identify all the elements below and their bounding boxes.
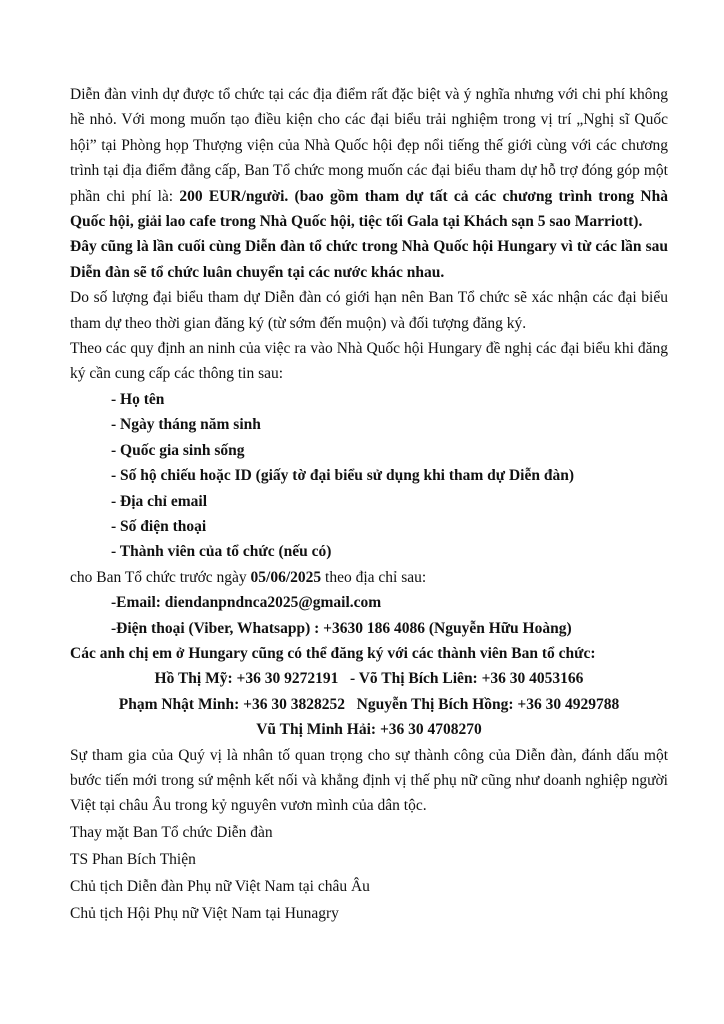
deadline-prefix: cho Ban Tổ chức trước ngày <box>70 568 251 586</box>
hungary-heading: Các anh chị em ở Hungary cũng có thể đăng ký với các thành viên Ban tổ chức: <box>70 644 596 662</box>
deadline-line <box>70 565 668 590</box>
paragraph-venue-fee <box>70 82 668 234</box>
contact-row: Phạm Nhật Minh: +36 30 3828252 Nguyễn Thị Bích Hồng: +36 30 4929788 <box>118 695 620 713</box>
contact-row: Vũ Thị Minh Hải: +36 30 4708270 <box>256 721 482 739</box>
paragraph-security: Theo các quy định an ninh của việc ra vào Nhà Quốc hội Hungary đề nghị các đại biểu khi đăng ký cần cung cấp các thông tin sau: <box>70 340 668 383</box>
phone-line: -Điện thoại (Viber, Whatsapp) : +3630 186 4086 (Nguyễn Hữu Hoàng) <box>111 619 572 637</box>
signature-block <box>70 819 668 927</box>
deadline-date: 05/06/2025 <box>250 568 322 586</box>
signer-title: Chủ tịch Diễn đàn Phụ nữ Việt Nam tại châu Âu <box>70 877 370 895</box>
contact-row: Hồ Thị Mỹ: +36 30 9272191 - Võ Thị Bích Liên: +36 30 4053166 <box>154 670 584 688</box>
signer-name: TS Phan Bích Thiện <box>70 850 196 868</box>
signature-line: Thay mặt Ban Tổ chức Diễn đàn <box>70 823 273 841</box>
deadline-suffix: theo địa chỉ sau: <box>321 568 427 586</box>
venue-intro-text: Diễn đàn vinh dự được tổ chức tại các địa điểm rất đặc biệt và ý nghĩa nhưng với chi phí không hề nhỏ. Với mong muốn tạo điều kiện cho các đại biểu trải nghiệm trong vị trí „Nghị sĩ Quốc hội” tại Phòng họp Thượng viện của Nhà Quốc hội đẹp nổi tiếng thế giới cùng với các chương trình tại địa điểm đẳng cấp, Ban Tổ chức mong muốn các đại biểu tham dự hỗ trợ đóng góp một phần chi phí là: <box>70 86 668 205</box>
list-item: - Thành viên của tổ chức (nếu có) <box>111 543 332 561</box>
paragraph-last-time: Đây cũng là lần cuối cùng Diễn đàn tổ chức trong Nhà Quốc hội Hungary vì từ các lần sau Diễn đàn sẽ tổ chức luân chuyển tại các nước khác nhau. <box>70 238 668 281</box>
paragraph-limited-seats: Do số lượng đại biểu tham dự Diễn đàn có giới hạn nên Ban Tổ chức sẽ xác nhận các đại biểu tham dự theo thời gian đăng ký (từ sớm đến muộn) và đối tượng đăng ký. <box>70 289 668 332</box>
closing-paragraph: Sự tham gia của Quý vị là nhân tố quan trọng cho sự thành công của Diễn đàn, đánh dấu một bước tiến mới trong sứ mệnh kết nối và khẳng định vị thế phụ nữ cũng như doanh nghiệp người Việt tại châu Âu trong kỷ nguyên vươn mình của dân tộc. <box>70 746 668 815</box>
email-line: -Email: diendanpndnca2025@gmail.com <box>111 594 382 612</box>
list-item: - Họ tên <box>111 390 165 408</box>
signer-title: Chủ tịch Hội Phụ nữ Việt Nam tại Hunagry <box>70 904 339 922</box>
list-item: - Địa chỉ email <box>111 492 207 510</box>
contacts-block <box>70 666 668 742</box>
required-info-list <box>70 387 668 565</box>
list-item: - Số hộ chiếu hoặc ID (giấy tờ đại biểu sử dụng khi tham dự Diễn đàn) <box>111 467 575 485</box>
list-item: - Ngày tháng năm sinh <box>111 416 261 434</box>
fee-text: 200 EUR/người. (bao gồm tham dự tất cả các chương trình trong Nhà Quốc hội, giải lao cafe trong Nhà Quốc hội, tiệc tối Gala tại Khách sạn 5 sao Marriott). <box>70 187 668 231</box>
list-item: - Số điện thoại <box>111 517 207 535</box>
list-item: - Quốc gia sinh sống <box>111 441 245 459</box>
